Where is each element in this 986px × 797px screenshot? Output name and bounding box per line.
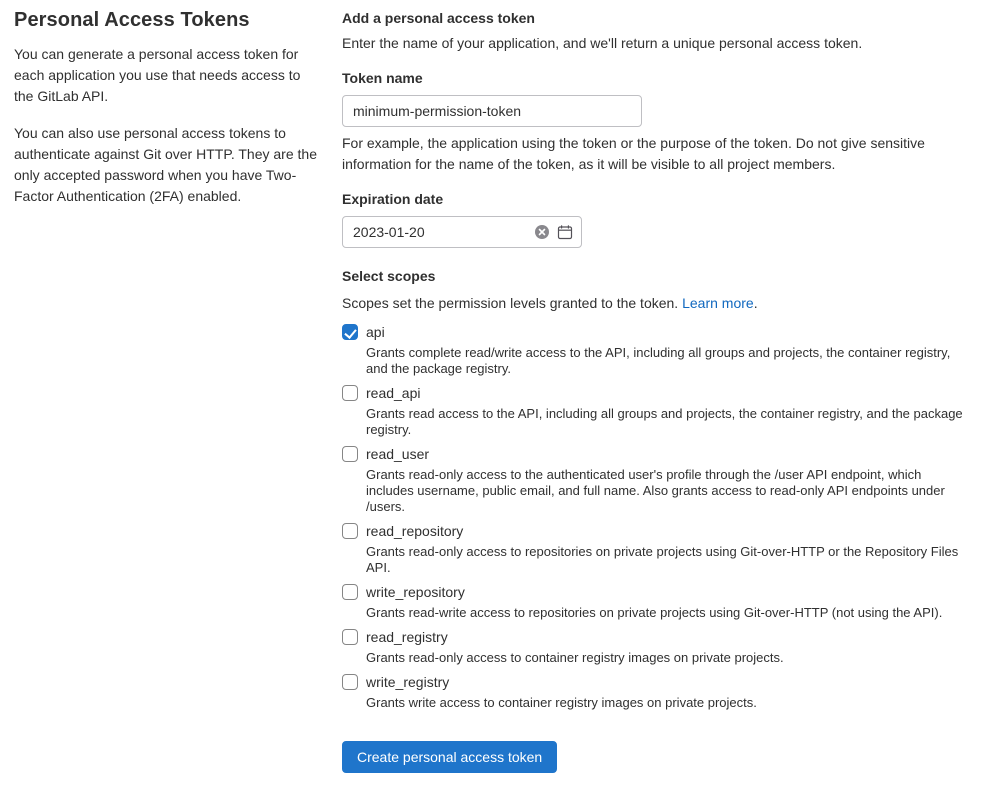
scope-name: read_user (366, 446, 430, 462)
scope-description: Grants complete read/write access to the API, including all groups and projects, the container registry, and the package registry. (366, 345, 951, 376)
scopes-description-text: Scopes set the permission levels granted to the token. (342, 295, 683, 311)
sidebar-description (14, 6, 320, 223)
scope-name: read_api (366, 385, 421, 401)
token-name-help: For example, the application using the token or the purpose of the token. Do not give sensitive information for the name of the token, as it will be visible to all project members. (342, 135, 925, 172)
token-name-field-group (342, 68, 972, 175)
scope-row (342, 322, 972, 377)
scope-row (342, 444, 972, 515)
token-name-input[interactable] (342, 95, 642, 127)
token-name-label: Token name (342, 70, 423, 86)
clear-circle-icon[interactable] (534, 224, 550, 240)
scope-description: Grants read-only access to repositories on private projects using Git-over-HTTP or the Repository Files API. (366, 544, 959, 575)
scope-row (342, 582, 972, 621)
scope-checkbox-api[interactable] (342, 324, 358, 340)
scope-checkbox-read_registry[interactable] (342, 629, 358, 645)
form-subheading: Enter the name of your application, and we'll return a unique personal access token. (342, 35, 863, 51)
expiration-field-group (342, 189, 972, 248)
expiration-label: Expiration date (342, 191, 444, 207)
scope-name: write_repository (366, 584, 465, 600)
scope-description: Grants read-only access to container registry images on private projects. (366, 650, 784, 665)
scopes-description-period: . (753, 295, 758, 311)
page-title: Personal Access Tokens (14, 9, 250, 31)
scope-name: read_repository (366, 523, 464, 539)
scope-checkbox-write_registry[interactable] (342, 674, 358, 690)
scope-description: Grants read access to the API, including all groups and projects, the container registry, and the package registry. (366, 406, 963, 437)
scope-row (342, 672, 972, 711)
scope-description: Grants read-only access to the authenticated user's profile through the /user API endpoint, which includes username, public email, and full name. Also grants access to read-only API endpoints under /users. (366, 467, 945, 514)
create-personal-access-token-button[interactable]: Create personal access token (342, 741, 557, 773)
scopes-label: Select scopes (342, 268, 436, 284)
scope-description: Grants read-write access to repositories on private projects using Git-over-HTTP (not using the API). (366, 605, 943, 620)
scope-checkbox-read_repository[interactable] (342, 523, 358, 539)
sidebar-paragraph-1: You can generate a personal access token for each application you use that needs access to the GitLab API. (14, 46, 301, 104)
scope-checkbox-write_repository[interactable] (342, 584, 358, 600)
scope-checkbox-read_api[interactable] (342, 385, 358, 401)
scopes-description (342, 293, 972, 314)
scope-description: Grants write access to container registry images on private projects. (366, 695, 757, 710)
scope-name: api (366, 324, 385, 340)
scope-name: write_registry (366, 674, 450, 690)
sidebar-paragraph-2: You can also use personal access tokens to authenticate against Git over HTTP. They are the only accepted password when you have Two-Factor Authentication (2FA) enabled. (14, 125, 317, 204)
token-form (342, 8, 972, 773)
calendar-icon[interactable] (557, 224, 573, 240)
scope-row (342, 383, 972, 438)
scopes-section (342, 266, 972, 711)
scope-row (342, 627, 972, 666)
scope-row (342, 521, 972, 576)
scope-name: read_registry (366, 629, 448, 645)
scope-checkbox-read_user[interactable] (342, 446, 358, 462)
form-heading: Add a personal access token (342, 10, 535, 26)
learn-more-link[interactable]: Learn more (682, 295, 754, 311)
expiration-input-wrapper (342, 216, 582, 248)
